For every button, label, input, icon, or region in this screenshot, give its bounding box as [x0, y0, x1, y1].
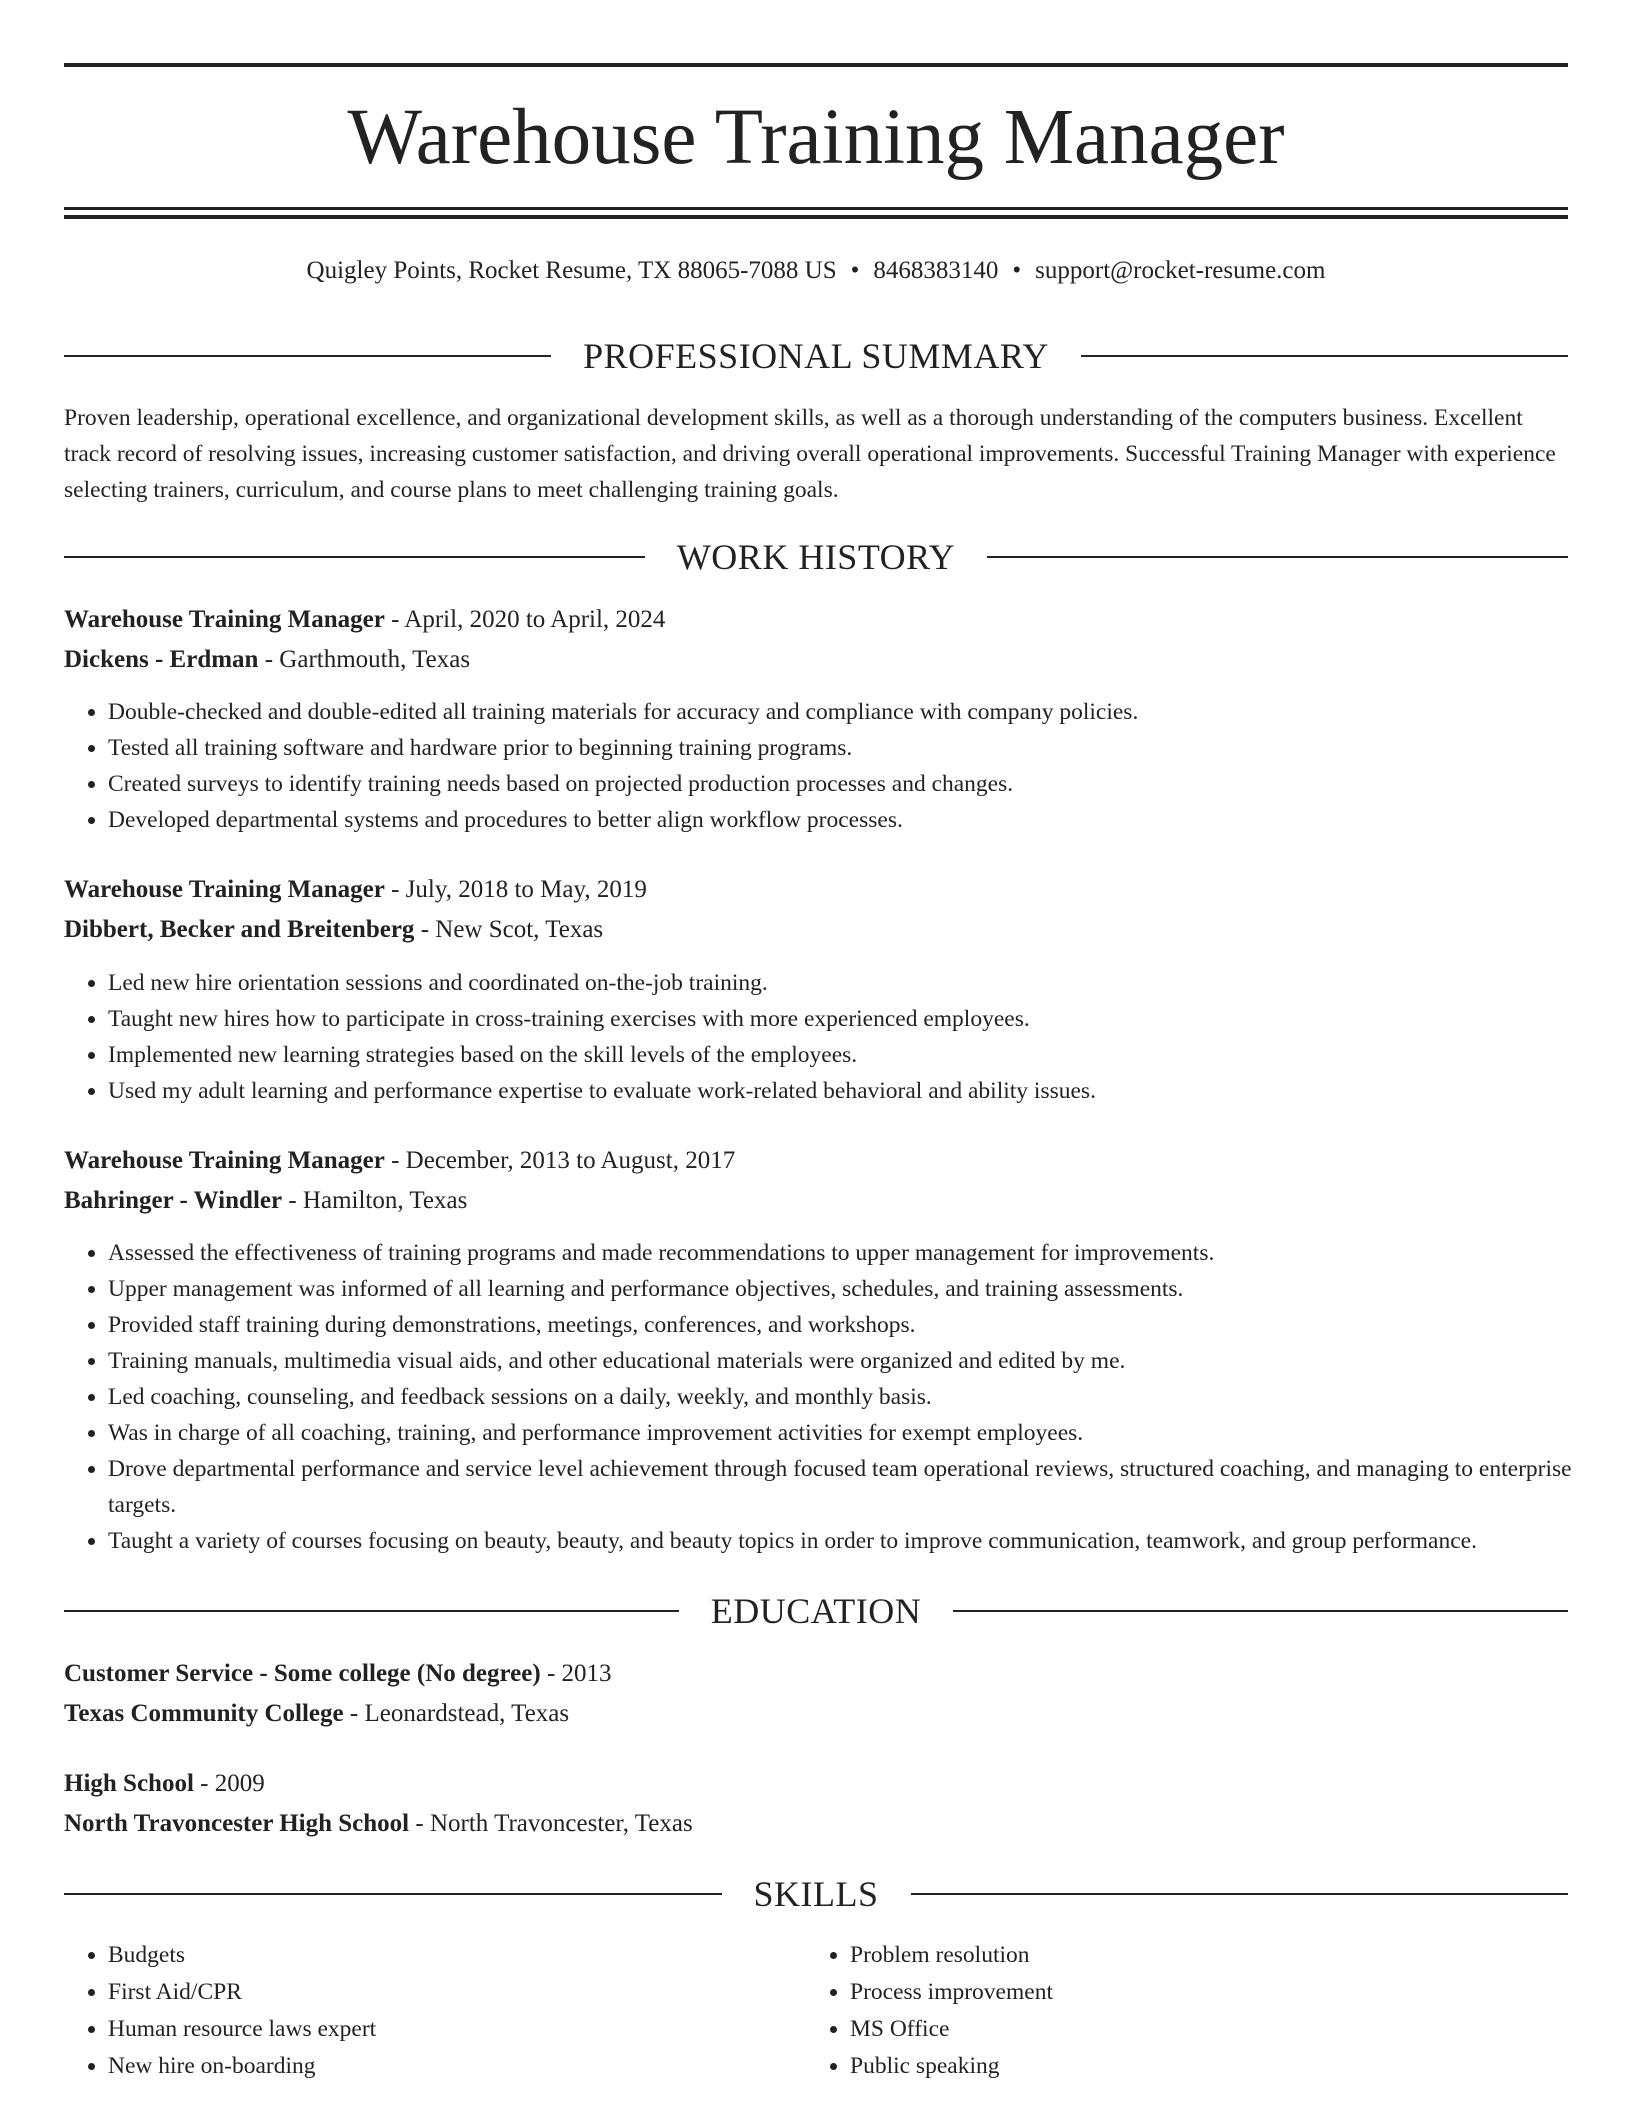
list-item: • Double-checked and double-edited all training materials for accuracy and compliance with company policies. [108, 694, 1612, 730]
heading-rule-right [1081, 355, 1568, 357]
education-location: - Leonardstead, Texas [343, 1700, 570, 1727]
job-dates: - July, 2018 to May, 2019 [384, 876, 647, 903]
contact-address: Quigley Points, Rocket Resume, TX 88065-7088 US [306, 257, 837, 284]
education-degree-line [64, 1654, 1568, 1694]
title-double-rule-upper [64, 207, 1568, 210]
job-entry [64, 600, 1568, 680]
heading-rule-right [911, 1893, 1569, 1895]
job-location: - New Scot, Texas [414, 916, 604, 943]
education-year: - 2009 [193, 1770, 265, 1797]
section-heading-work-history [64, 535, 1568, 579]
contact-email[interactable]: support@rocket-resume.com [1035, 257, 1326, 284]
job-company-line [64, 910, 1568, 950]
section-heading-skills [64, 1872, 1568, 1916]
list-item: • Upper management was informed of all learning and performance objectives, schedules, and training assessments. [108, 1271, 1612, 1307]
skills-list-left [64, 1937, 808, 2085]
list-item: • Provided staff training during demonstrations, meetings, conferences, and workshops. [108, 1307, 1612, 1343]
list-item: • Tested all training software and hardware prior to beginning training programs. [108, 730, 1612, 766]
job-company: Dibbert, Becker and Breitenberg [64, 916, 415, 943]
list-item: • New hire on-boarding [108, 2048, 808, 2085]
list-item: • Process improvement [850, 1974, 1550, 2011]
education-year: - 2013 [540, 1660, 612, 1687]
job-company: Dickens - Erdman [64, 646, 259, 673]
heading-rule-left [64, 355, 551, 357]
list-item: • Developed departmental systems and procedures to better align workflow processes. [108, 802, 1612, 838]
education-entry [64, 1764, 1568, 1844]
heading-rule-right [987, 556, 1568, 558]
job-bullets [64, 1235, 1612, 1559]
job-company-line [64, 1181, 1568, 1221]
job-title: Warehouse Training Manager [64, 606, 385, 633]
job-title: Warehouse Training Manager [64, 1147, 385, 1174]
contact-line [64, 254, 1568, 288]
contact-phone: 8468383140 [873, 257, 999, 284]
list-item: • Training manuals, multimedia visual aids, and other educational materials were organized and edited by me. [108, 1343, 1612, 1379]
section-title: PROFESSIONAL SUMMARY [583, 336, 1049, 376]
section-title: SKILLS [753, 1874, 879, 1914]
education-degree-line [64, 1764, 1568, 1804]
job-dates: - December, 2013 to August, 2017 [384, 1147, 736, 1174]
job-dates: - April, 2020 to April, 2024 [384, 606, 666, 633]
list-item: • Led coaching, counseling, and feedback sessions on a daily, weekly, and monthly basis. [108, 1379, 1612, 1415]
education-degree: High School [64, 1770, 194, 1797]
list-item: • Was in charge of all coaching, training, and performance improvement activities for exempt employees. [108, 1415, 1612, 1451]
education-school: North Travoncester High School [64, 1810, 410, 1837]
job-location: - Garthmouth, Texas [258, 646, 471, 673]
education-location: - North Travoncester, Texas [409, 1810, 693, 1837]
job-bullets [64, 965, 1612, 1109]
job-entry [64, 870, 1568, 950]
contact-separator: • [850, 257, 860, 284]
list-item: • Public speaking [850, 2048, 1550, 2085]
heading-rule-right [953, 1610, 1568, 1612]
section-heading-summary [64, 334, 1568, 378]
job-title-line [64, 1141, 1568, 1181]
list-item: • Assessed the effectiveness of training programs and made recommendations to upper management for improvements. [108, 1235, 1612, 1271]
heading-rule-left [64, 1893, 722, 1895]
summary-text: Proven leadership, operational excellence, and organizational development skills, as well as a thorough understanding of the computers business. Excellent track record of resolving issues, increasing customer satisfaction, and driving overall operational improvements. Successful Training Manager with experience selecting trainers, curriculum, and course plans to meet challenging training goals. [64, 405, 1556, 503]
job-bullets [64, 694, 1612, 838]
education-school-line [64, 1694, 1568, 1734]
education-degree: Customer Service - Some college (No degree) [64, 1660, 541, 1687]
list-item: • Budgets [108, 1937, 808, 1974]
education-school-line [64, 1804, 1568, 1844]
title-double-rule-lower [64, 215, 1568, 219]
list-item: • Led new hire orientation sessions and coordinated on-the-job training. [108, 965, 1612, 1001]
section-title: WORK HISTORY [676, 537, 956, 577]
job-company: Bahringer - Windler [64, 1187, 283, 1214]
top-rule [64, 63, 1568, 67]
job-title: Warehouse Training Manager [64, 876, 385, 903]
education-school: Texas Community College [64, 1700, 344, 1727]
list-item: • Problem resolution [850, 1937, 1550, 1974]
contact-separator: • [1012, 257, 1022, 284]
section-title: EDUCATION [710, 1591, 922, 1631]
list-item: • Taught a variety of courses focusing on beauty, beauty, and beauty topics in order to improve communication, teamwork, and group performance. [108, 1523, 1612, 1559]
list-item: • First Aid/CPR [108, 1974, 808, 2011]
list-item: • Used my adult learning and performance expertise to evaluate work-related behavioral and ability issues. [108, 1073, 1612, 1109]
list-item: • Implemented new learning strategies based on the skill levels of the employees. [108, 1037, 1612, 1073]
list-item: • MS Office [850, 2011, 1550, 2048]
resume-title: Warehouse Training Manager [347, 94, 1285, 181]
job-entry [64, 1141, 1568, 1221]
heading-rule-left [64, 556, 645, 558]
section-heading-education [64, 1589, 1568, 1633]
skills-list-right [806, 1937, 1550, 2085]
job-company-line [64, 640, 1568, 680]
heading-rule-left [64, 1610, 679, 1612]
list-item: • Human resource laws expert [108, 2011, 808, 2048]
job-title-line [64, 870, 1568, 910]
education-entry [64, 1654, 1568, 1734]
job-location: - Hamilton, Texas [282, 1187, 468, 1214]
list-item: • Created surveys to identify training needs based on projected production processes and changes. [108, 766, 1612, 802]
list-item: • Taught new hires how to participate in cross-training exercises with more experienced employees. [108, 1001, 1612, 1037]
job-title-line [64, 600, 1568, 640]
list-item: • Drove departmental performance and service level achievement through focused team operational reviews, structured coaching, and managing to enterprise targets. [108, 1451, 1612, 1523]
